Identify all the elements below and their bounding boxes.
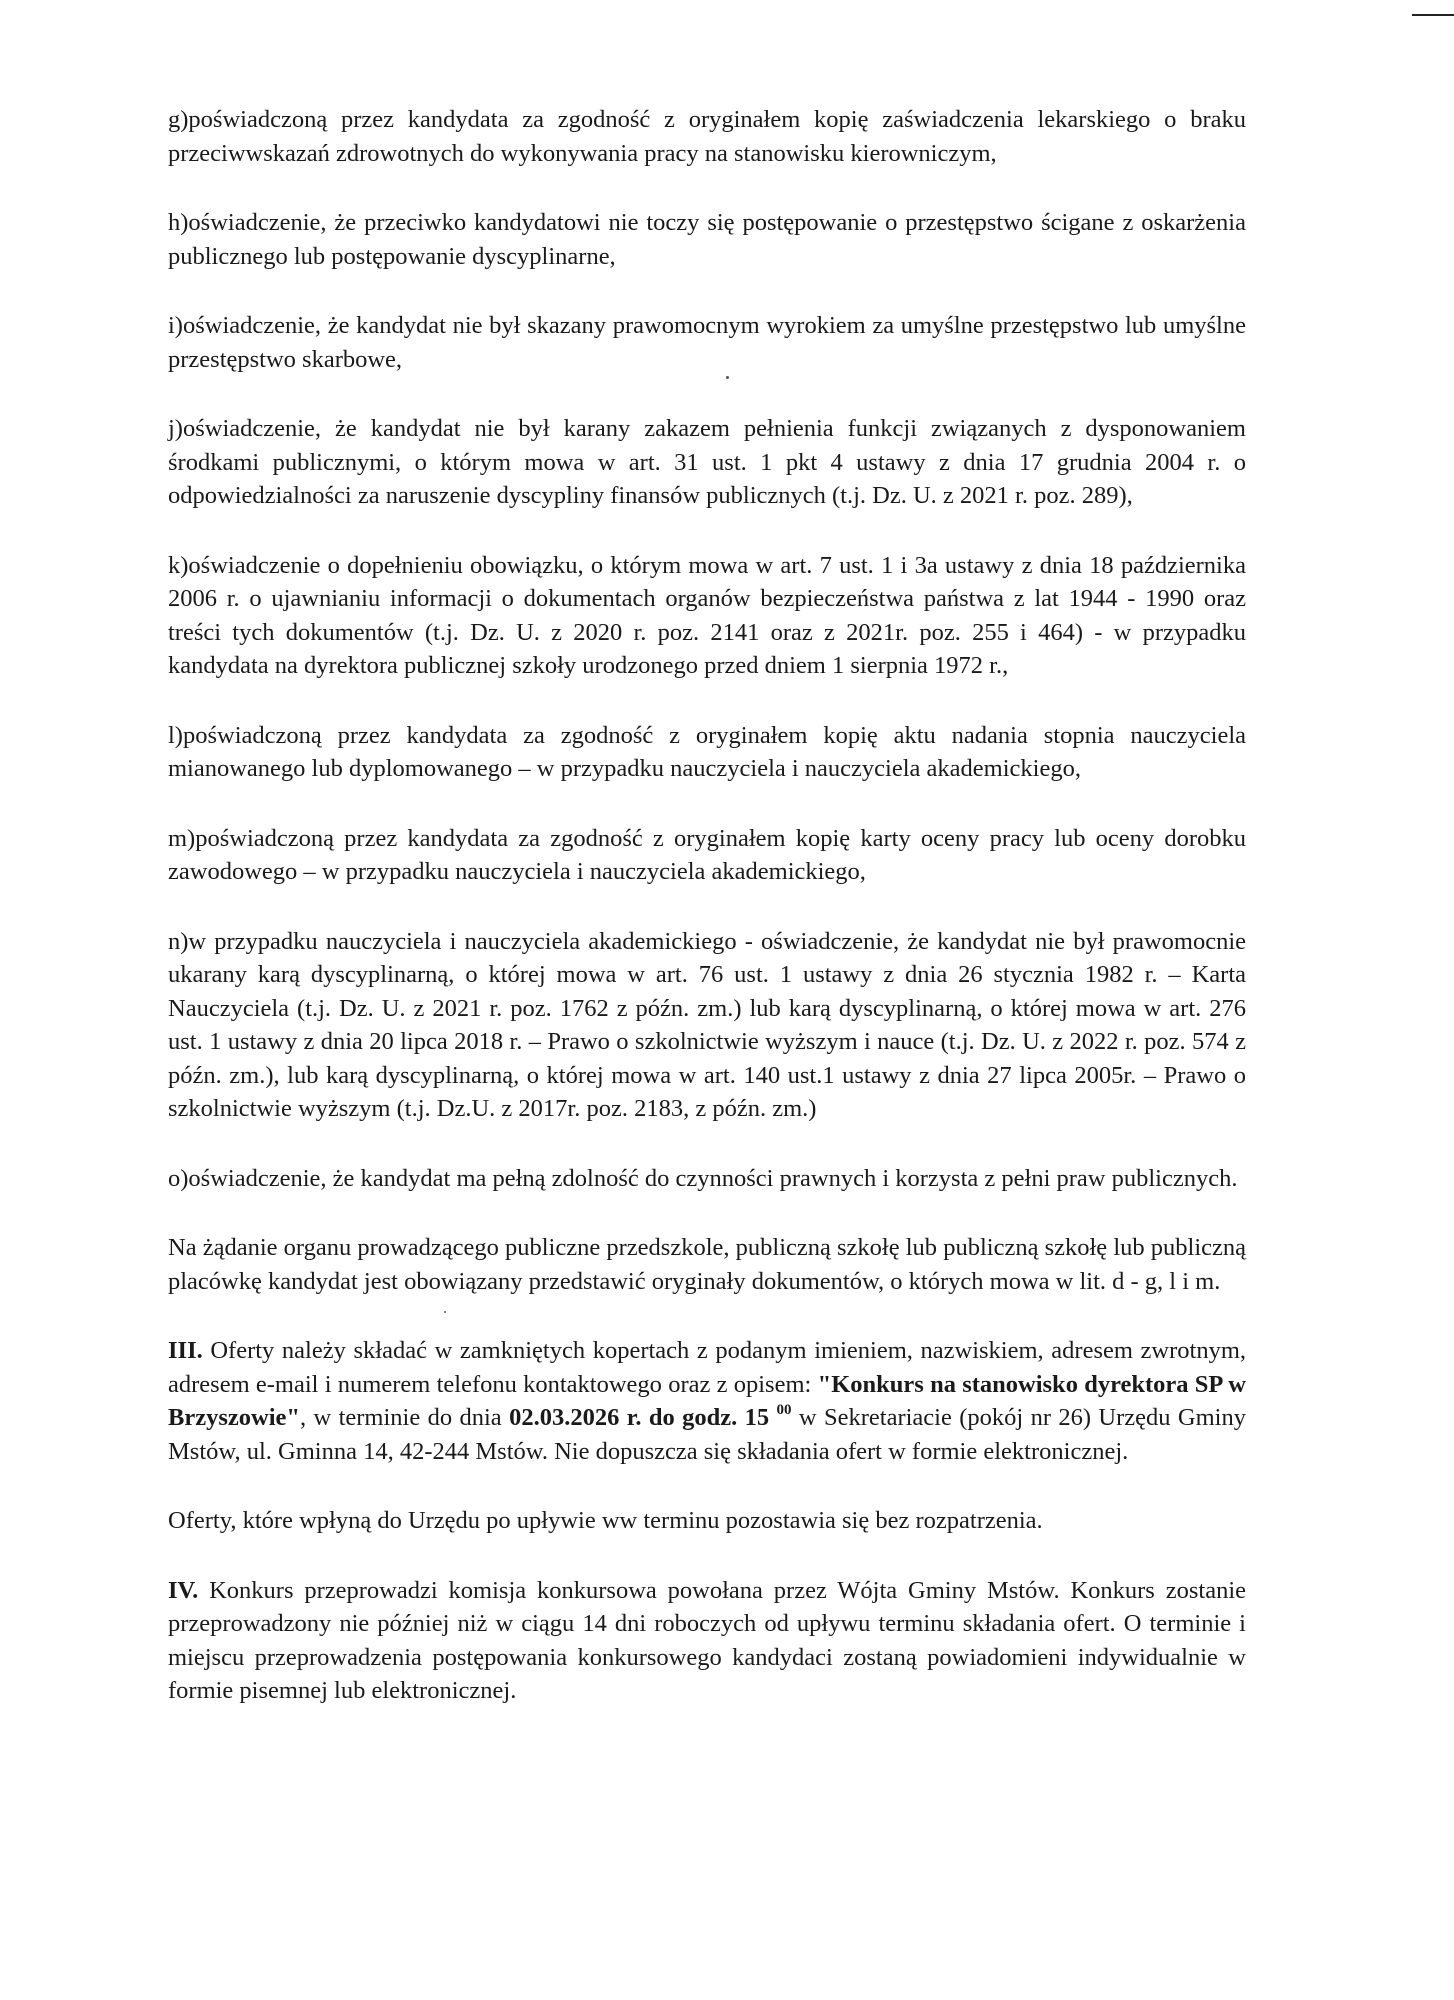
list-item: [168, 412, 1246, 513]
list-item: [168, 206, 1246, 273]
item-label: j): [168, 415, 183, 442]
list-item: [168, 719, 1246, 786]
section-number: IV.: [168, 1576, 199, 1604]
document-page: [168, 103, 1246, 1744]
competition-title: "Konkurs na stanowisko dyrektora SP w Brzyszowie": [168, 1370, 1247, 1431]
list-item: [168, 925, 1246, 1126]
item-text: oświadczenie o dopełnieniu obowiązku, o którym mowa w art. 7 ust. 1 i 3a ustawy z dnia 18 października 2006 r. o ujawnianiu informacji o dokumentach organów bezpieczeństwa państwa z lat 1944 - 1990 oraz treści tych dokumentów (t.j. Dz. U. z 2020 r. poz. 2141 oraz z 2021r. poz. 255 i 464) - w przypadku kandydata na dyrektora publicznej szkoły urodzonego przed dniem 1 sierpnia 1972 r.,: [168, 551, 1246, 679]
item-text: w przypadku nauczyciela i nauczyciela akademickiego - oświadczenie, że kandydat nie był prawomocnie ukarany karą dyscyplinarną, o której mowa w art. 76 ust. 1 ustawy z dnia 26 stycznia 1982 r. – Karta Nauczyciela (t.j. Dz. U. z 2021 r. poz. 1762 z późn. zm.) lub karą dyscyplinarną, o której mowa w art. 276 ust. 1 ustawy z dnia 20 lipca 2018 r. – Prawo o szkolnictwie wyższym i nauce (t.j. Dz. U. z 2022 r. poz. 574 z późn. zm.), lub karą dyscyplinarną, o której mowa w art. 140 ust.1 ustawy z dnia 27 lipca 2005r. – Prawo o szkolnictwie wyższym (t.j. Dz.U. z 2017r. poz. 2183, z późn. zm.): [168, 927, 1246, 1122]
item-text: oświadczenie, że przeciwko kandydatowi nie toczy się postępowanie o przestępstwo ścigane z oskarżenia publicznego lub postępowanie dyscyplinarne,: [168, 209, 1246, 270]
section-3-paragraph: [168, 1334, 1246, 1468]
deadline-date: 02.03.2026 r. do godz. 15: [509, 1404, 770, 1431]
list-item: [168, 103, 1246, 170]
scan-corner-mark: [1412, 14, 1454, 16]
item-text: oświadczenie, że kandydat nie był karany zakazem pełnienia funkcji związanych z dysponowaniem środkami publicznymi, o którym mowa w art. 31 ust. 1 pkt 4 ustawy z dnia 17 grudnia 2004 r. o odpowiedzialności za naruszenie dyscypliny finansów publicznych (t.j. Dz. U. z 2021 r. poz. 289),: [168, 415, 1246, 509]
demand-paragraph: Na żądanie organu prowadzącego publiczne przedszkole, publiczną szkołę lub publiczną szkołę lub publiczną placówkę kandydat jest obowiązany przedstawić oryginały dokumentów, o których mowa w lit. d - g, l i m.: [168, 1234, 1246, 1295]
section-4-paragraph: [168, 1574, 1246, 1708]
deadline-minutes: 00: [776, 1402, 792, 1418]
list-item: [168, 549, 1246, 683]
item-text: poświadczoną przez kandydata za zgodność z oryginałem kopię aktu nadania stopnia nauczyciela mianowanego lub dyplomowanego – w przypadku nauczyciela i nauczyciela akademickiego,: [168, 721, 1246, 782]
deadline-prefix: , w terminie do dnia: [299, 1404, 510, 1431]
list-item: [168, 1162, 1246, 1196]
submission-place: w Sekretariacie (pokój nr 26) Urzędu Gminy Mstów, ul. Gminna 14, 42-244 Mstów. Nie dopuszcza się składania ofert w formie elektronicznej.: [168, 1404, 1246, 1465]
item-text: oświadczenie, że kandydat ma pełną zdolność do czynności prawnych i korzysta z pełni praw publicznych.: [188, 1164, 1238, 1192]
item-text: poświadczoną przez kandydata za zgodność z oryginałem kopię zaświadczenia lekarskiego o braku przeciwwskazań zdrowotnych do wykonywania pracy na stanowisku kierowniczym,: [168, 106, 1246, 167]
item-text: oświadczenie, że kandydat nie był skazany prawomocnym wyrokiem za umyślne przestępstwo lub umyślne przestępstwo skarbowe,: [168, 312, 1246, 373]
item-label: n): [168, 927, 189, 955]
item-label: m): [168, 824, 196, 852]
section-4-text: Konkurs przeprowadzi komisja konkursowa powołana przez Wójta Gminy Mstów. Konkurs zostanie przeprowadzony nie później niż w ciągu 14 dni roboczych od upływu terminu składania ofert. O terminie i miejscu przeprowadzenia postępowania konkursowego kandydaci zostaną powiadomieni indywidualnie w formie pisemnej lub elektronicznej.: [168, 1576, 1246, 1704]
item-label: i): [168, 312, 183, 339]
item-label: k): [168, 551, 189, 579]
item-label: o): [168, 1164, 189, 1192]
section-number: III.: [168, 1337, 203, 1364]
list-item: [168, 822, 1246, 889]
list-item: [168, 309, 1246, 376]
item-text: poświadczoną przez kandydata za zgodność z oryginałem kopię karty oceny pracy lub oceny dorobku zawodowego – w przypadku nauczyciela i nauczyciela akademickiego,: [168, 824, 1246, 885]
section-3-intro: Oferty należy składać w zamkniętych kopertach z podanym imieniem, nazwiskiem, adresem zwrotnym, adresem e-mail i numerem telefonu kontaktowego oraz z opisem:: [168, 1337, 1246, 1398]
requirements-list: [168, 103, 1246, 1195]
item-label: h): [168, 209, 189, 236]
item-label: l): [168, 721, 183, 749]
item-label: g): [168, 106, 189, 133]
late-offers-paragraph: Oferty, które wpłyną do Urzędu po upływie ww terminu pozostawia się bez rozpatrzenia.: [168, 1507, 1043, 1534]
